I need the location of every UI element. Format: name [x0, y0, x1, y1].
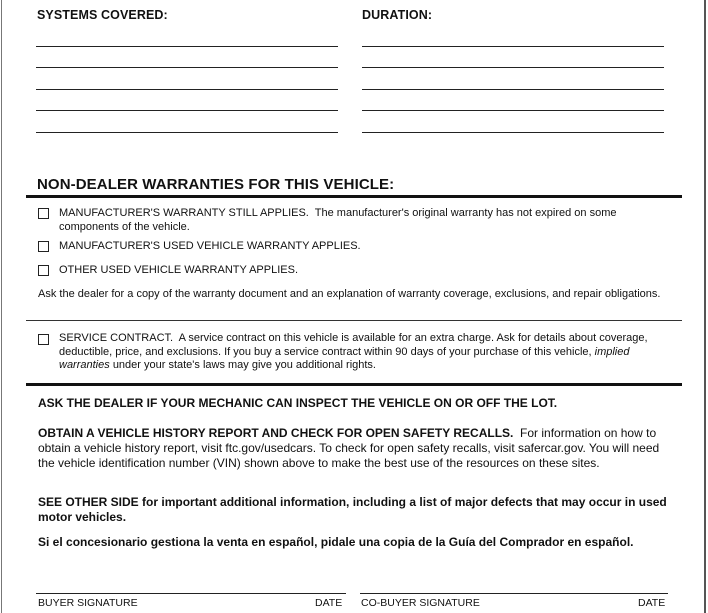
- see-other-side-text: for important additional information, including a list of major defects that may occur in used motor vehicles.: [38, 495, 667, 524]
- service-contract-text: A service contract on this vehicle is available for an extra charge. Ask for details about coverage, deductible, price, and exclusions. If you buy a service contract within 90 days of your purchase of this vehicle,: [59, 332, 648, 358]
- non-dealer-warranties-heading: NON-DEALER WARRANTIES FOR THIS VEHICLE:: [37, 176, 395, 193]
- inspect-vehicle-notice: ASK THE DEALER IF YOUR MECHANIC CAN INSPECT THE VEHICLE ON OR OFF THE LOT.: [38, 396, 558, 410]
- history-report-text: For information on how to obtain a vehicle history report, visit ftc.gov/usedcars. To check for open safety recalls, visit safercar.gov. You will need the vehicle identification number (VIN) shown above to make the best use of the resources on these sites.: [38, 426, 660, 470]
- buyer-signature-label: BUYER SIGNATURE: [38, 597, 138, 609]
- manufacturer-warranty-checkbox[interactable]: [38, 208, 49, 219]
- other-warranty-checkbox[interactable]: [38, 265, 49, 276]
- option-title: MANUFACTURER'S WARRANTY STILL APPLIES.: [59, 207, 309, 219]
- history-report-notice: [38, 426, 678, 471]
- page-border-left: [1, 0, 2, 613]
- systems-line-3[interactable]: [36, 89, 338, 90]
- option-text: The manufacturer's original warranty has not expired on some components of the vehicle.: [59, 207, 617, 233]
- see-other-side-lead: SEE OTHER SIDE: [38, 495, 139, 509]
- service-contract-checkbox[interactable]: [38, 334, 49, 345]
- manufacturer-warranty-option: [59, 207, 669, 234]
- buyer-date-label: DATE: [315, 597, 343, 609]
- page-border-right: [704, 0, 706, 613]
- buyer-signature-line[interactable]: [36, 593, 346, 594]
- service-contract-title: SERVICE CONTRACT.: [59, 332, 174, 344]
- heading-rule: [26, 195, 682, 198]
- systems-line-1[interactable]: [36, 46, 338, 47]
- duration-line-3[interactable]: [362, 89, 664, 90]
- spanish-notice: Si el concesionario gestiona la venta en español, pidale una copia de la Guía del Comprador en español.: [38, 535, 634, 549]
- implied-warranties-text: implied warranties: [59, 345, 630, 371]
- see-other-side-notice: [38, 495, 678, 525]
- service-contract-text-end: under your state's laws may give you additional rights.: [112, 359, 376, 371]
- duration-line-5[interactable]: [362, 132, 664, 133]
- duration-line-1[interactable]: [362, 46, 664, 47]
- co-buyer-signature-label: CO-BUYER SIGNATURE: [361, 597, 480, 609]
- service-contract-divider: [26, 320, 682, 321]
- used-vehicle-warranty-checkbox[interactable]: [38, 241, 49, 252]
- systems-line-4[interactable]: [36, 110, 338, 111]
- systems-covered-label: SYSTEMS COVERED:: [37, 8, 168, 22]
- duration-line-4[interactable]: [362, 110, 664, 111]
- systems-line-5[interactable]: [36, 132, 338, 133]
- notice-rule: [26, 383, 682, 386]
- duration-label: DURATION:: [362, 8, 433, 22]
- co-buyer-date-label: DATE: [638, 597, 666, 609]
- used-vehicle-warranty-option: MANUFACTURER'S USED VEHICLE WARRANTY APPLIES.: [59, 240, 361, 252]
- history-report-heading: OBTAIN A VEHICLE HISTORY REPORT AND CHECK FOR OPEN SAFETY RECALLS.: [38, 426, 514, 440]
- ask-for-copy-note: Ask the dealer for a copy of the warranty document and an explanation of warranty coverage, exclusions, and repair obligations.: [38, 288, 661, 300]
- service-contract-option: [59, 332, 659, 373]
- systems-line-2[interactable]: [36, 67, 338, 68]
- duration-line-2[interactable]: [362, 67, 664, 68]
- other-warranty-option: OTHER USED VEHICLE WARRANTY APPLIES.: [59, 264, 299, 276]
- co-buyer-signature-line[interactable]: [360, 593, 668, 594]
